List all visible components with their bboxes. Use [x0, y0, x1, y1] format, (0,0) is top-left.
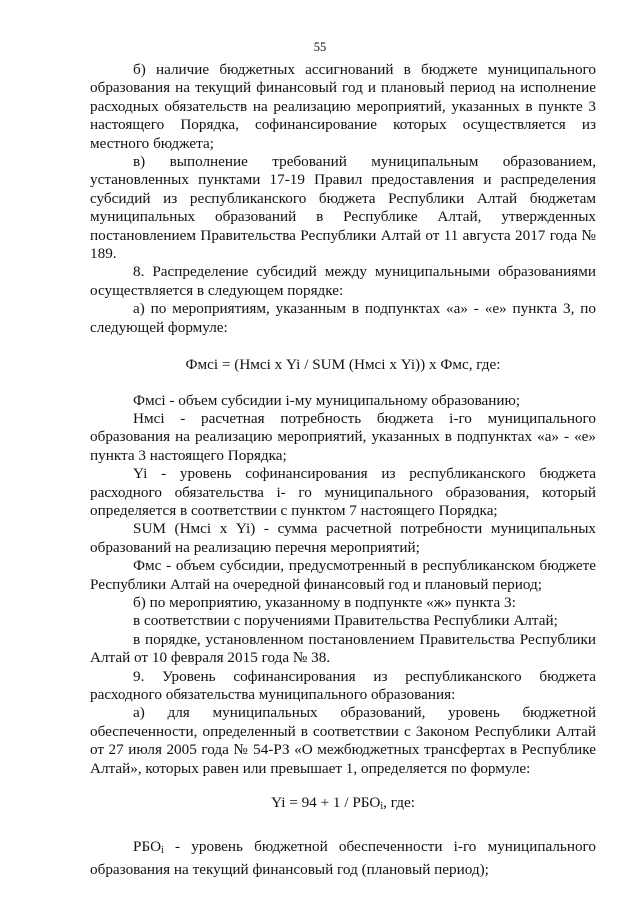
definition-rboi-text: - уровень бюджетной обеспеченности i-го муниципального образования на текущий финансовый год (плановый период);: [90, 838, 596, 878]
definition-rboi: [90, 838, 596, 879]
definition-fms: Фмс - объем субсидии, предусмотренный в республиканском бюджете Республики Алтай на очередной финансовый год и плановый период;: [90, 557, 596, 593]
formula-cofinancing-main: Yi = 94 + 1 / РБО: [271, 794, 381, 812]
definition-rboi-subscript: i: [161, 845, 164, 857]
paragraph-8: 8. Распределение субсидий между муниципальными образованиями осуществляется в следующем порядке:: [90, 263, 596, 299]
paragraph-8b-item-1: в соответствии с поручениями Правительства Республики Алтай;: [133, 612, 558, 630]
formula-cofinancing-level: [90, 794, 596, 816]
definition-fmsi: Фмсi - объем субсидии i-му муниципальному образованию;: [133, 391, 521, 409]
definition-nmsi: Нмсi - расчетная потребность бюджета i-го муниципального образования на реализацию мероприятий, указанных в подпунктах «а» - «е» пункта 3 настоящего Порядка;: [90, 409, 596, 464]
formula-cofinancing-subscript: i: [380, 801, 384, 813]
formula-subsidy-distribution: Фмсi = (Нмсi х Yi / SUM (Нмсi х Yi)) х Фмс, где:: [185, 356, 501, 374]
formula-cofinancing-tail: , где:: [383, 794, 415, 812]
paragraph-8a: а) по мероприятиям, указанным в подпунктах «а» - «е» пункта 3, по следующей формуле:: [90, 300, 596, 336]
page-number: 55: [313, 40, 327, 54]
paragraph-9: 9. Уровень софинансирования из республиканского бюджета расходного обязательства муниципального образования:: [90, 667, 596, 703]
paragraph-6v: в) выполнение требований муниципальным образованием, установленных пунктами 17-19 Правил предоставления и распределения субсидий из республиканского бюджета Республики Алтай бюджетам муниципальных образований в Республике Алтай, утвержденных постановлением Правительства Республики Алтай от 11 августа 2017 года № 189.: [90, 153, 596, 263]
paragraph-8b-item-2: в порядке, установленном постановлением Правительства Республики Алтай от 10 февраля 2015 года № 38.: [90, 630, 596, 667]
definition-rboi-lead: РБО: [133, 838, 162, 856]
document-body: [90, 61, 596, 879]
definition-yi: Yi - уровень софинансирования из республиканского бюджета расходного обязательства i- го муниципального образования, который определяется в соответствии с пунктом 7 настоящего Порядка;: [90, 465, 596, 519]
paragraph-9a: а) для муниципальных образований, уровень бюджетной обеспеченности, определенный в соответствии с Законом Республики Алтай от 27 июля 2005 года № 54-РЗ «О межбюджетных трансфертах в Республике Алтай», которых равен или превышает 1, определяется по формуле:: [90, 704, 596, 777]
definition-sum: SUM (Нмсi х Yi) - сумма расчетной потребности муниципальных образований на реализацию перечня мероприятий;: [90, 520, 596, 556]
paragraph-6b: б) наличие бюджетных ассигнований в бюджете муниципального образования на текущий финансовый год и плановый период на исполнение расходных обязательств на реализацию мероприятий, указанных в пункте 3 настоящего Порядка, софинансирование которых осуществляется из местного бюджета;: [90, 61, 596, 152]
paragraph-8b: б) по мероприятию, указанному в подпункте «ж» пункта 3:: [133, 593, 516, 611]
